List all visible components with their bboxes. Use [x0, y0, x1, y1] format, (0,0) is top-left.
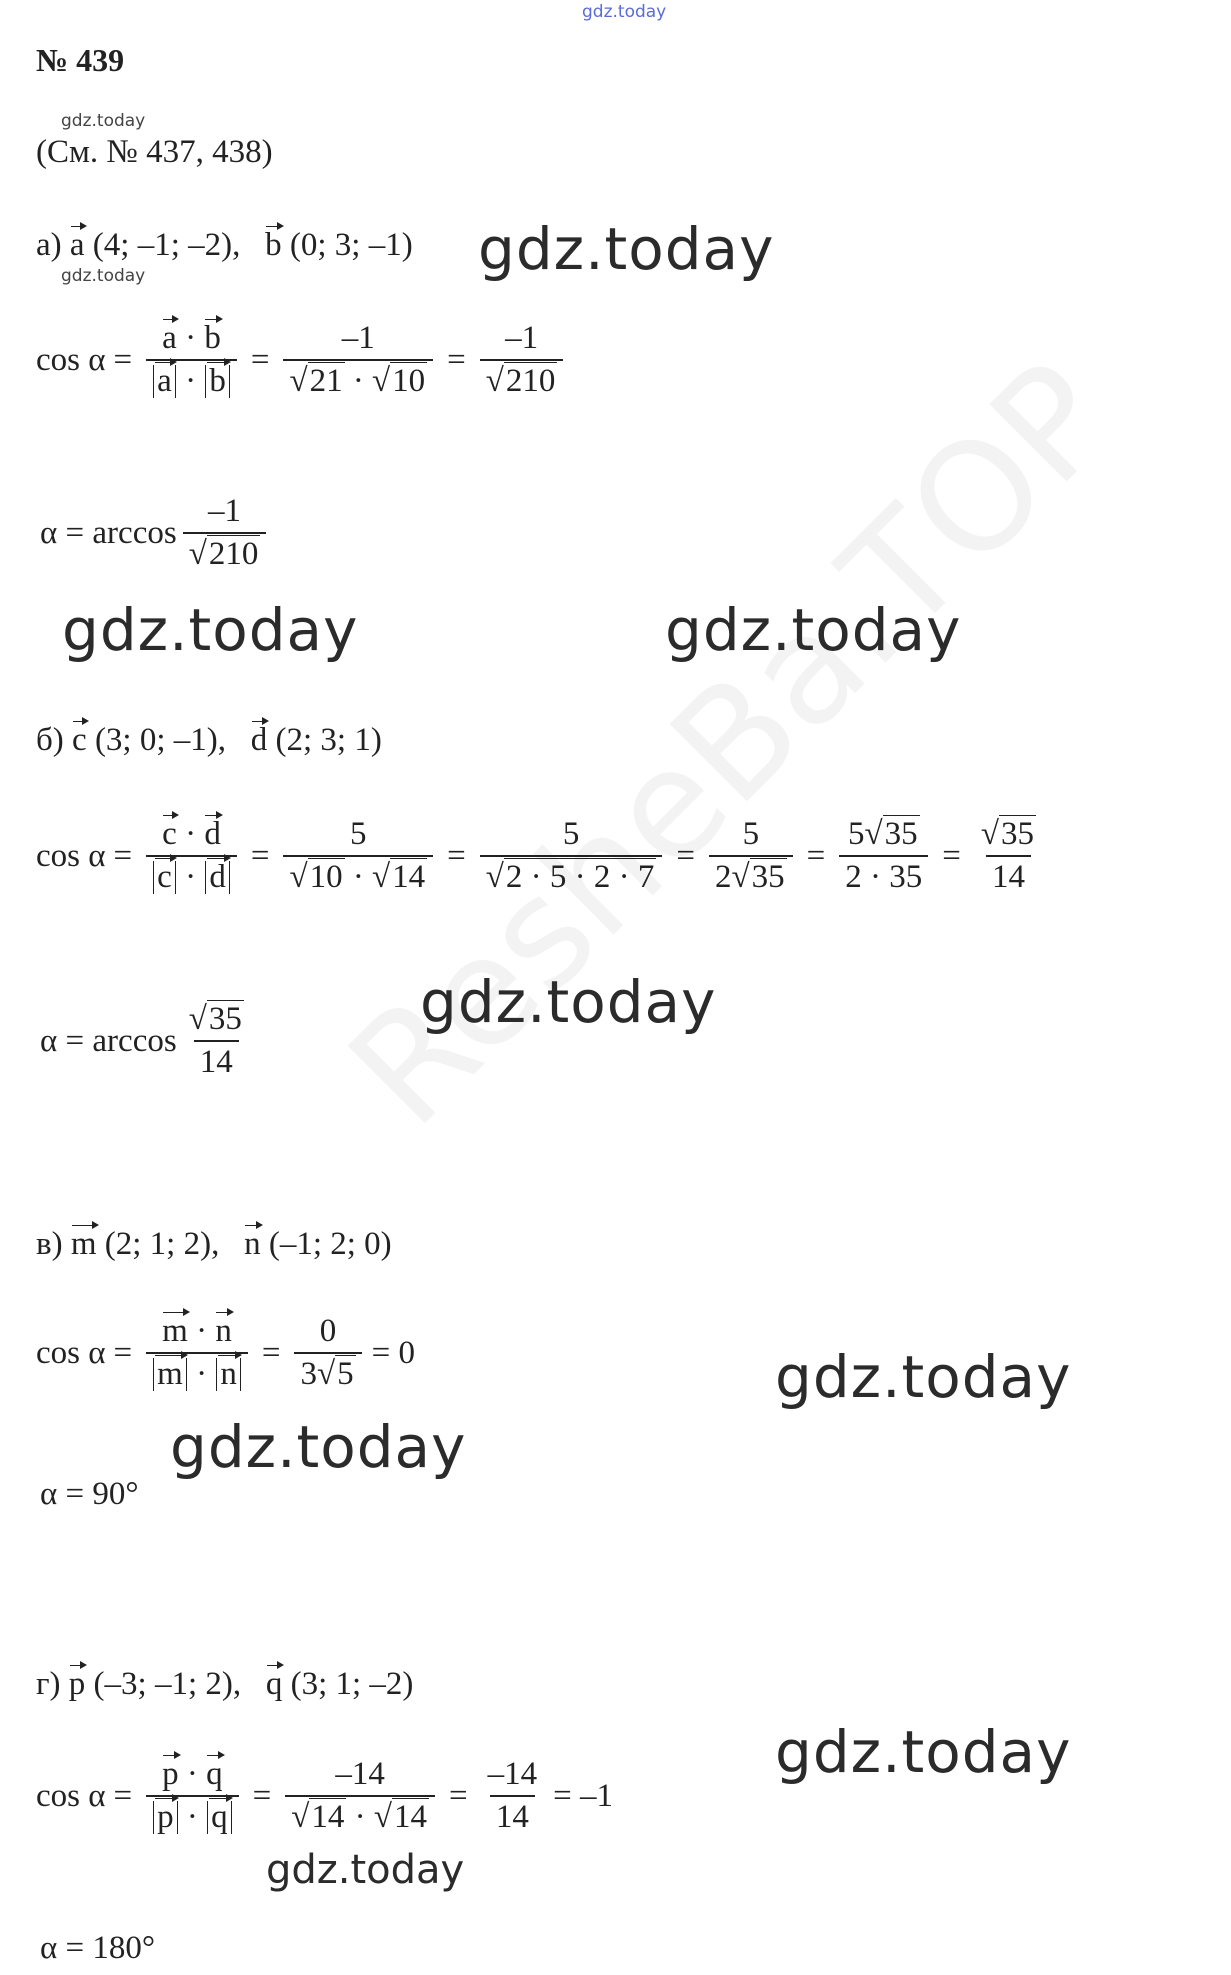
problem-number: № 439 [36, 42, 125, 78]
watermark-1: gdz.today [478, 215, 775, 283]
part-b-vectors: б) c (3; 0; –1), d (2; 3; 1) [36, 722, 382, 758]
watermark-2: gdz.today [62, 596, 359, 664]
watermark-small-1: gdz.today [61, 111, 146, 131]
watermark-3: gdz.today [665, 596, 962, 664]
part-c-alpha: α = 90° [40, 1476, 139, 1512]
part-b-cos-formula: cos α = $\frac{c \cdot d}{c \cdot d}$ = $\frac{5}{√10 \cdot √14}$ = $\frac{5}{√2 \cdot 5 \cdot 2 \cdot 7}$ = $\frac{5}{2√35}$ = $\frac{5√35}{2 \cdot 35}$ = $\frac{√35}{14}$ [36, 816, 1035, 895]
watermark-8: gdz.today [266, 1847, 465, 1893]
watermark-6: gdz.today [170, 1413, 467, 1481]
watermark-top: gdz.today [582, 2, 667, 22]
part-d-cos-formula: cos α = $\frac{p \cdot q}{p \cdot q}$ = $\frac{-14}{√14 \cdot √14}$ = $\frac{-14}{14}$ = –1 [36, 1756, 614, 1835]
part-c-vectors: в) m (2; 1; 2), n (–1; 2; 0) [36, 1226, 392, 1262]
reference-note: (См. № 437, 438) [36, 134, 273, 170]
part-c-cos-formula: cos α = $\frac{m \cdot n}{m \cdot n}$ = $\frac{0}{3√5}$ = 0 [36, 1313, 415, 1392]
watermark-small-2: gdz.today [61, 266, 146, 286]
part-a-cos-formula: cos α = $\frac{a \cdot b}{a \cdot b}$ = $\frac{-1}{√21 \cdot √10}$ = $\frac{-1}{√210}$ [36, 322, 569, 398]
watermark-4: gdz.today [420, 968, 717, 1036]
watermark-5: gdz.today [775, 1343, 1072, 1411]
part-a-vectors: а) a (4; –1; –2), b (0; 3; –1) [36, 227, 413, 263]
watermark-7: gdz.today [775, 1718, 1072, 1786]
part-d-alpha: α = 180° [40, 1930, 156, 1966]
part-b-alpha: α = arccos $\frac{√35}{14}$ [40, 1001, 242, 1080]
part-a-alpha: α = arccos $\frac{-1}{√210}$ [40, 495, 272, 571]
part-d-vectors: г) p (–3; –1; 2), q (3; 1; –2) [36, 1666, 414, 1702]
